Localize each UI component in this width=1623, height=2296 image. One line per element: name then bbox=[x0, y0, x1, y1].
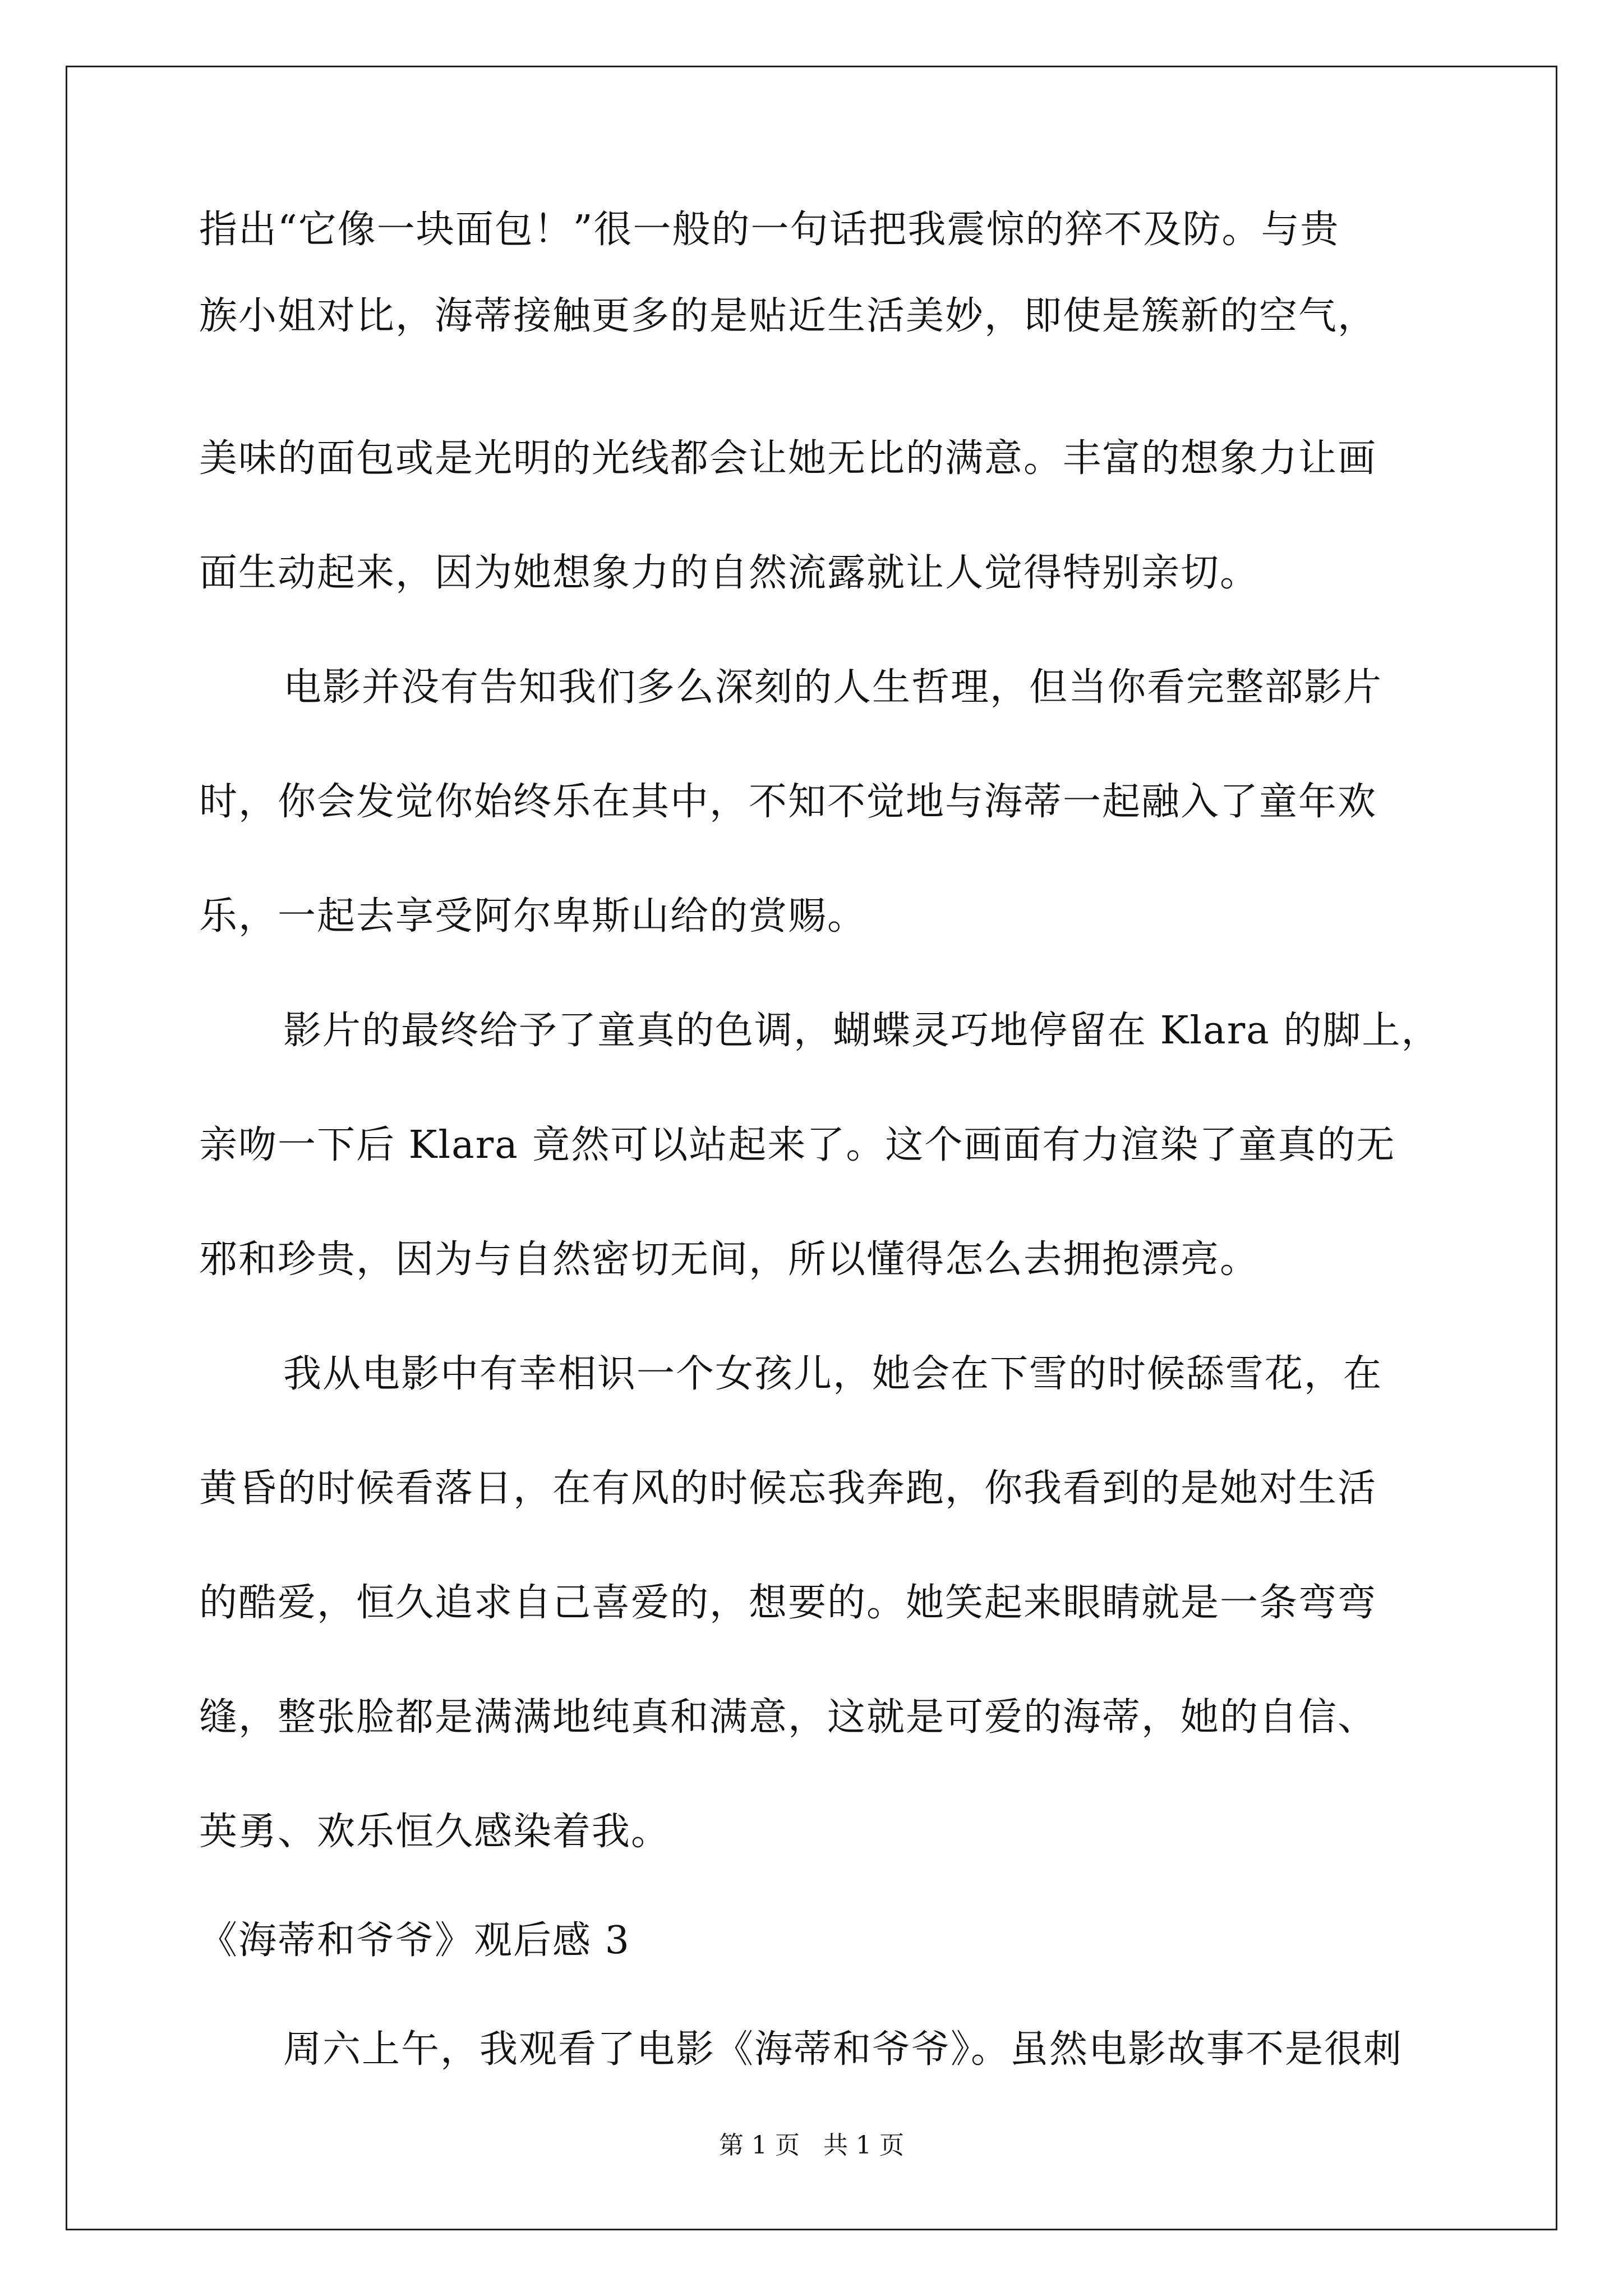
text-line: 亲吻一下后 Klara 竟然可以站起来了。这个画面有力渲染了童真的无 bbox=[199, 1123, 1396, 1167]
text-line: 缝，整张脸都是满满地纯真和满意，这就是可爱的海蒂，她的自信、 bbox=[199, 1695, 1377, 1740]
text-line: 指出“它像一块面包！”很一般的一句话把我震惊的猝不及防。与贵 bbox=[199, 208, 1340, 252]
page-number-footer: 第 1 页 共 1 页 bbox=[719, 2131, 904, 2160]
text-line: 黄昏的时候看落日，在有风的时候忘我奔跑，你我看到的是她对生活 bbox=[199, 1466, 1377, 1511]
text-line: 电影并没有告知我们多么深刻的人生哲理，但当你看完整部影片 bbox=[283, 665, 1383, 710]
text-line: 我从电影中有幸相识一个女孩儿，她会在下雪的时候舔雪花，在 bbox=[283, 1352, 1383, 1396]
text-line: 影片的最终给予了童真的色调，蝴蝶灵巧地停留在 Klara 的脚上， bbox=[283, 1009, 1441, 1053]
text-line: 面生动起来，因为她想象力的自然流露就让人觉得特别亲切。 bbox=[199, 551, 1260, 595]
text-line: 的酷爱，恒久追求自己喜爱的，想要的。她笑起来眼睛就是一条弯弯 bbox=[199, 1581, 1377, 1625]
text-line: 族小姐对比，海蒂接触更多的是贴近生活美妙，即使是簇新的空气， bbox=[199, 294, 1377, 338]
text-line: 英勇、欢乐恒久感染着我。 bbox=[199, 1810, 671, 1854]
text-line: 美味的面包或是光明的光线都会让她无比的满意。丰富的想象力让画 bbox=[199, 436, 1377, 481]
text-line: 乐，一起去享受阿尔卑斯山给的赏赐。 bbox=[199, 894, 867, 938]
text-line: 时，你会发觉你始终乐在其中，不知不觉地与海蒂一起融入了童年欢 bbox=[199, 780, 1377, 824]
section-heading: 《海蒂和爷爷》观后感 3 bbox=[199, 1918, 630, 1963]
text-line: 邪和珍贵，因为与自然密切无间，所以懂得怎么去拥抱漂亮。 bbox=[199, 1237, 1260, 1282]
text-line: 周六上午，我观看了电影《海蒂和爷爷》。虽然电影故事不是很刺 bbox=[283, 2027, 1403, 2072]
